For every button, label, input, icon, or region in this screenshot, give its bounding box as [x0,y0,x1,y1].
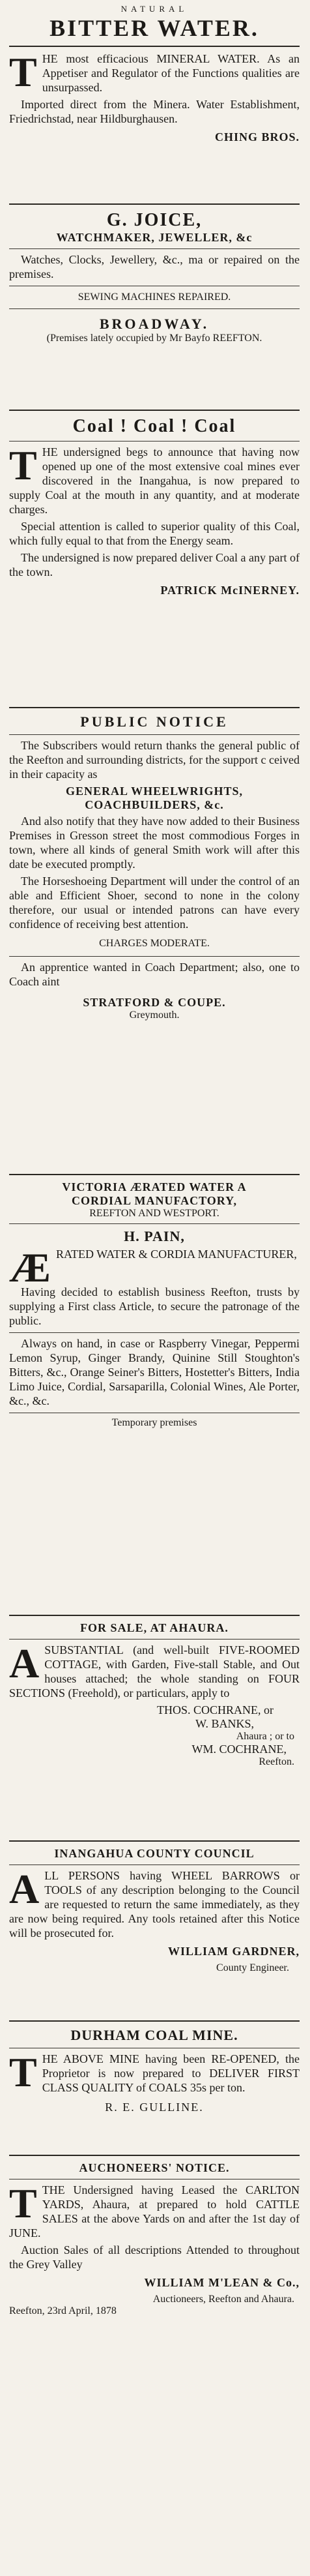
ad-title: G. JOICE, [106,210,203,230]
ad-body [9,2180,300,2241]
ad-contact: Ahaura ; or to [236,1730,294,1742]
ad-signature-title: Auctioneers, Reefton and Ahaura. [152,2293,294,2305]
ad-places: REEFTON AND WESTPORT. [89,1208,219,1219]
ad-cordial [9,1180,300,1611]
ad-contact: Reefton. [259,1756,294,1767]
drop-cap: A [9,1640,40,1686]
ad-signature: R. E. GULLINE. [105,2100,204,2114]
ad-signature: CHING BROS. [214,130,300,143]
ad-title: Coal ! Coal ! Coal [72,416,236,436]
drop-cap: T [9,442,37,488]
ad-title: AUCHONEERS' NOTICE. [79,2161,230,2174]
ad-paragraph: The Subscribers would return thanks the general public of the Reefton and surrounding districts, for the support c ceived in their capacity as [9,739,300,781]
divider [9,2155,300,2156]
ad-paragraph: The Horseshoeing Department will under the control of an able and Efficient Shoer, second to none in the colony therefore, our usual or intended patrons can have every confidence of receiving best attention. [9,874,300,931]
ad-signature: WILLIAM M'LEAN & Co., [144,2275,300,2289]
ad-street: BROADWAY. [99,315,210,332]
drop-cap: A [9,1866,40,1912]
ad-kicker: NATURAL [120,4,188,14]
drop-cap: T [9,2180,37,2226]
ad-title: FOR SALE, AT AHAURA. [80,1621,229,1634]
drop-cap: Æ [9,1244,51,1291]
drop-cap: T [9,2049,37,2095]
ad-name: H. PAIN, [124,1228,185,1244]
divider [9,46,300,47]
ad-paragraph: Having decided to establish business Reefton, trusts by supplying a First class Article, to secure the patronage of the public. [9,1285,300,1327]
ad-paragraph: (Premises lately occupied by Mr Bayfo REEFTON. [46,332,262,344]
ad-body [9,1866,300,1941]
ad-paragraph: HE most efficacious MINERAL WATER. As an Appetiser and Regulator of the Functions qualities are unsurpassed. [42,52,300,94]
divider [9,308,300,309]
ad-paragraph: Imported direct from the Minera. Water Establishment, Friedrichstad, near Hildburghausen. [9,97,300,125]
divider [9,1223,300,1224]
ad-body [9,49,300,95]
ad-signature: PATRICK McINERNEY. [160,583,300,597]
ad-title: VICTORIA ÆRATED WATER A [62,1180,247,1193]
ad-coal [9,416,300,703]
ad-paragraph: And also notify that they have now added to their Business Premises in Gresson street the most commodious Forges in town, where all kinds of general Smith work will after this date be executed promptly. [9,814,300,871]
ad-paragraph: Temporary premises [111,1416,197,1428]
ad-stratford-coupe [9,713,300,1170]
ad-paragraph: Always on hand, in case or Raspberry Vinegar, Peppermi Lemon Syrup, Ginger Brandy, Quinine Still Stoughton's Bitters, &c., Orange Seiner's Bitters, Hostetter's Bitters, India Limo Juice, Cordial, Sarsaparilla, Colonial Wines, Ale Porter, &c., &c. [9,1336,300,1407]
ad-joice [9,210,300,406]
divider [9,1332,300,1333]
ad-paragraph: Special attention is called to superior quality of this Coal, which fully equal to that from the Energy seam. [9,519,300,547]
ad-council [9,1847,300,2016]
ad-contact: WM. COCHRANE, [191,1742,287,1756]
divider [9,1174,300,1175]
divider [9,734,300,735]
ad-body [9,442,300,517]
ad-body [9,2049,300,2095]
divider [9,203,300,205]
ad-paragraph: HE ABOVE MINE having been RE-OPENED, the Proprietor is now prepared to DELIVER FIRST CLASS QUALITY of COALS 35s per ton. [42,2052,300,2094]
ad-date: Reefton, 23rd April, 1878 [9,2305,117,2316]
ad-signature: WILLIAM GARDNER, [167,1944,300,1958]
ad-bitter-water [9,4,300,200]
divider [9,2020,300,2022]
ad-durham [9,2027,300,2151]
divider [9,956,300,957]
divider [9,248,300,249]
ad-auctioneers [9,2161,300,2350]
ad-paragraph: The undersigned is now prepared deliver Coal a any part of the town. [9,550,300,578]
divider [9,410,300,411]
newspaper-column [9,0,300,2350]
ad-paragraph: SUBSTANTIAL (and well-built FIVE-ROOMED COTTAGE, with Garden, Five-stall Stable, and Out houses attached; the whole standing on FOUR SECTIONS (Freehold), or particulars, apply to [9,1643,300,1700]
ad-notice: SEWING MACHINES REPAIRED. [78,291,231,303]
ad-subtitle: WATCHMAKER, JEWELLER, &c [56,231,253,244]
ad-paragraph: THE Undersigned having Leased the CARLTON YARDS, Ahaura, at prepared to hold CATTLE SALES at the above Yards on and after the 1st day of JUNE. [9,2183,300,2239]
ad-paragraph: RATED WATER & CORDIA MANUFACTURER, [56,1248,297,1261]
ad-title: INANGAHUA COUNTY COUNCIL [54,1847,255,1860]
ad-contact: THOS. COCHRANE, or [156,1703,274,1716]
drop-cap: T [9,49,37,95]
ad-signature-title: County Engineer. [216,1962,289,1973]
divider [9,1615,300,1616]
ad-paragraph: An apprentice wanted in Coach Department; also, one to Coach aint [9,961,300,989]
ad-paragraph: HE undersigned begs to announce that having now opened up one of the most extensive coal mines ever discovered in the Inangahua, is now prepared to supply Coal at the mouth in any quantity, and at moderate charges. [9,445,300,516]
divider [9,1639,300,1640]
ad-body [9,1640,300,1701]
ad-for-sale [9,1621,300,1836]
ad-paragraph: LL PERSONS having WHEEL BARROWS or TOOLS of any description belonging to the Council are requested to return the same immediately, as they are now being required. Any tools retained after this Notice will be prosecuted for. [9,1869,300,1939]
ad-contact: W. BANKS, [195,1716,254,1730]
ad-title: BITTER WATER. [49,15,259,41]
ad-charges: CHARGES MODERATE. [99,938,210,950]
ad-signature: STRATFORD & COUPE. [83,996,226,1010]
ad-title-2: CORDIAL MANUFACTORY, [71,1194,238,1207]
divider [9,707,300,708]
ad-title: PUBLIC NOTICE [80,713,229,730]
ad-paragraph: Watches, Clocks, Jewellery, &c., ma or repaired on the premises. [9,253,300,280]
ad-trade: GENERAL WHEELWRIGHTS, COACHBUILDERS, &c. [65,784,244,811]
ad-title: DURHAM COAL MINE. [70,2027,238,2043]
divider [9,441,300,442]
ad-paragraph: Auction Sales of all descriptions Attended to throughout the Grey Valley [9,2243,300,2271]
divider [9,1840,300,1842]
ad-signature-place: Greymouth. [129,1010,180,1021]
ad-body [9,1244,300,1291]
